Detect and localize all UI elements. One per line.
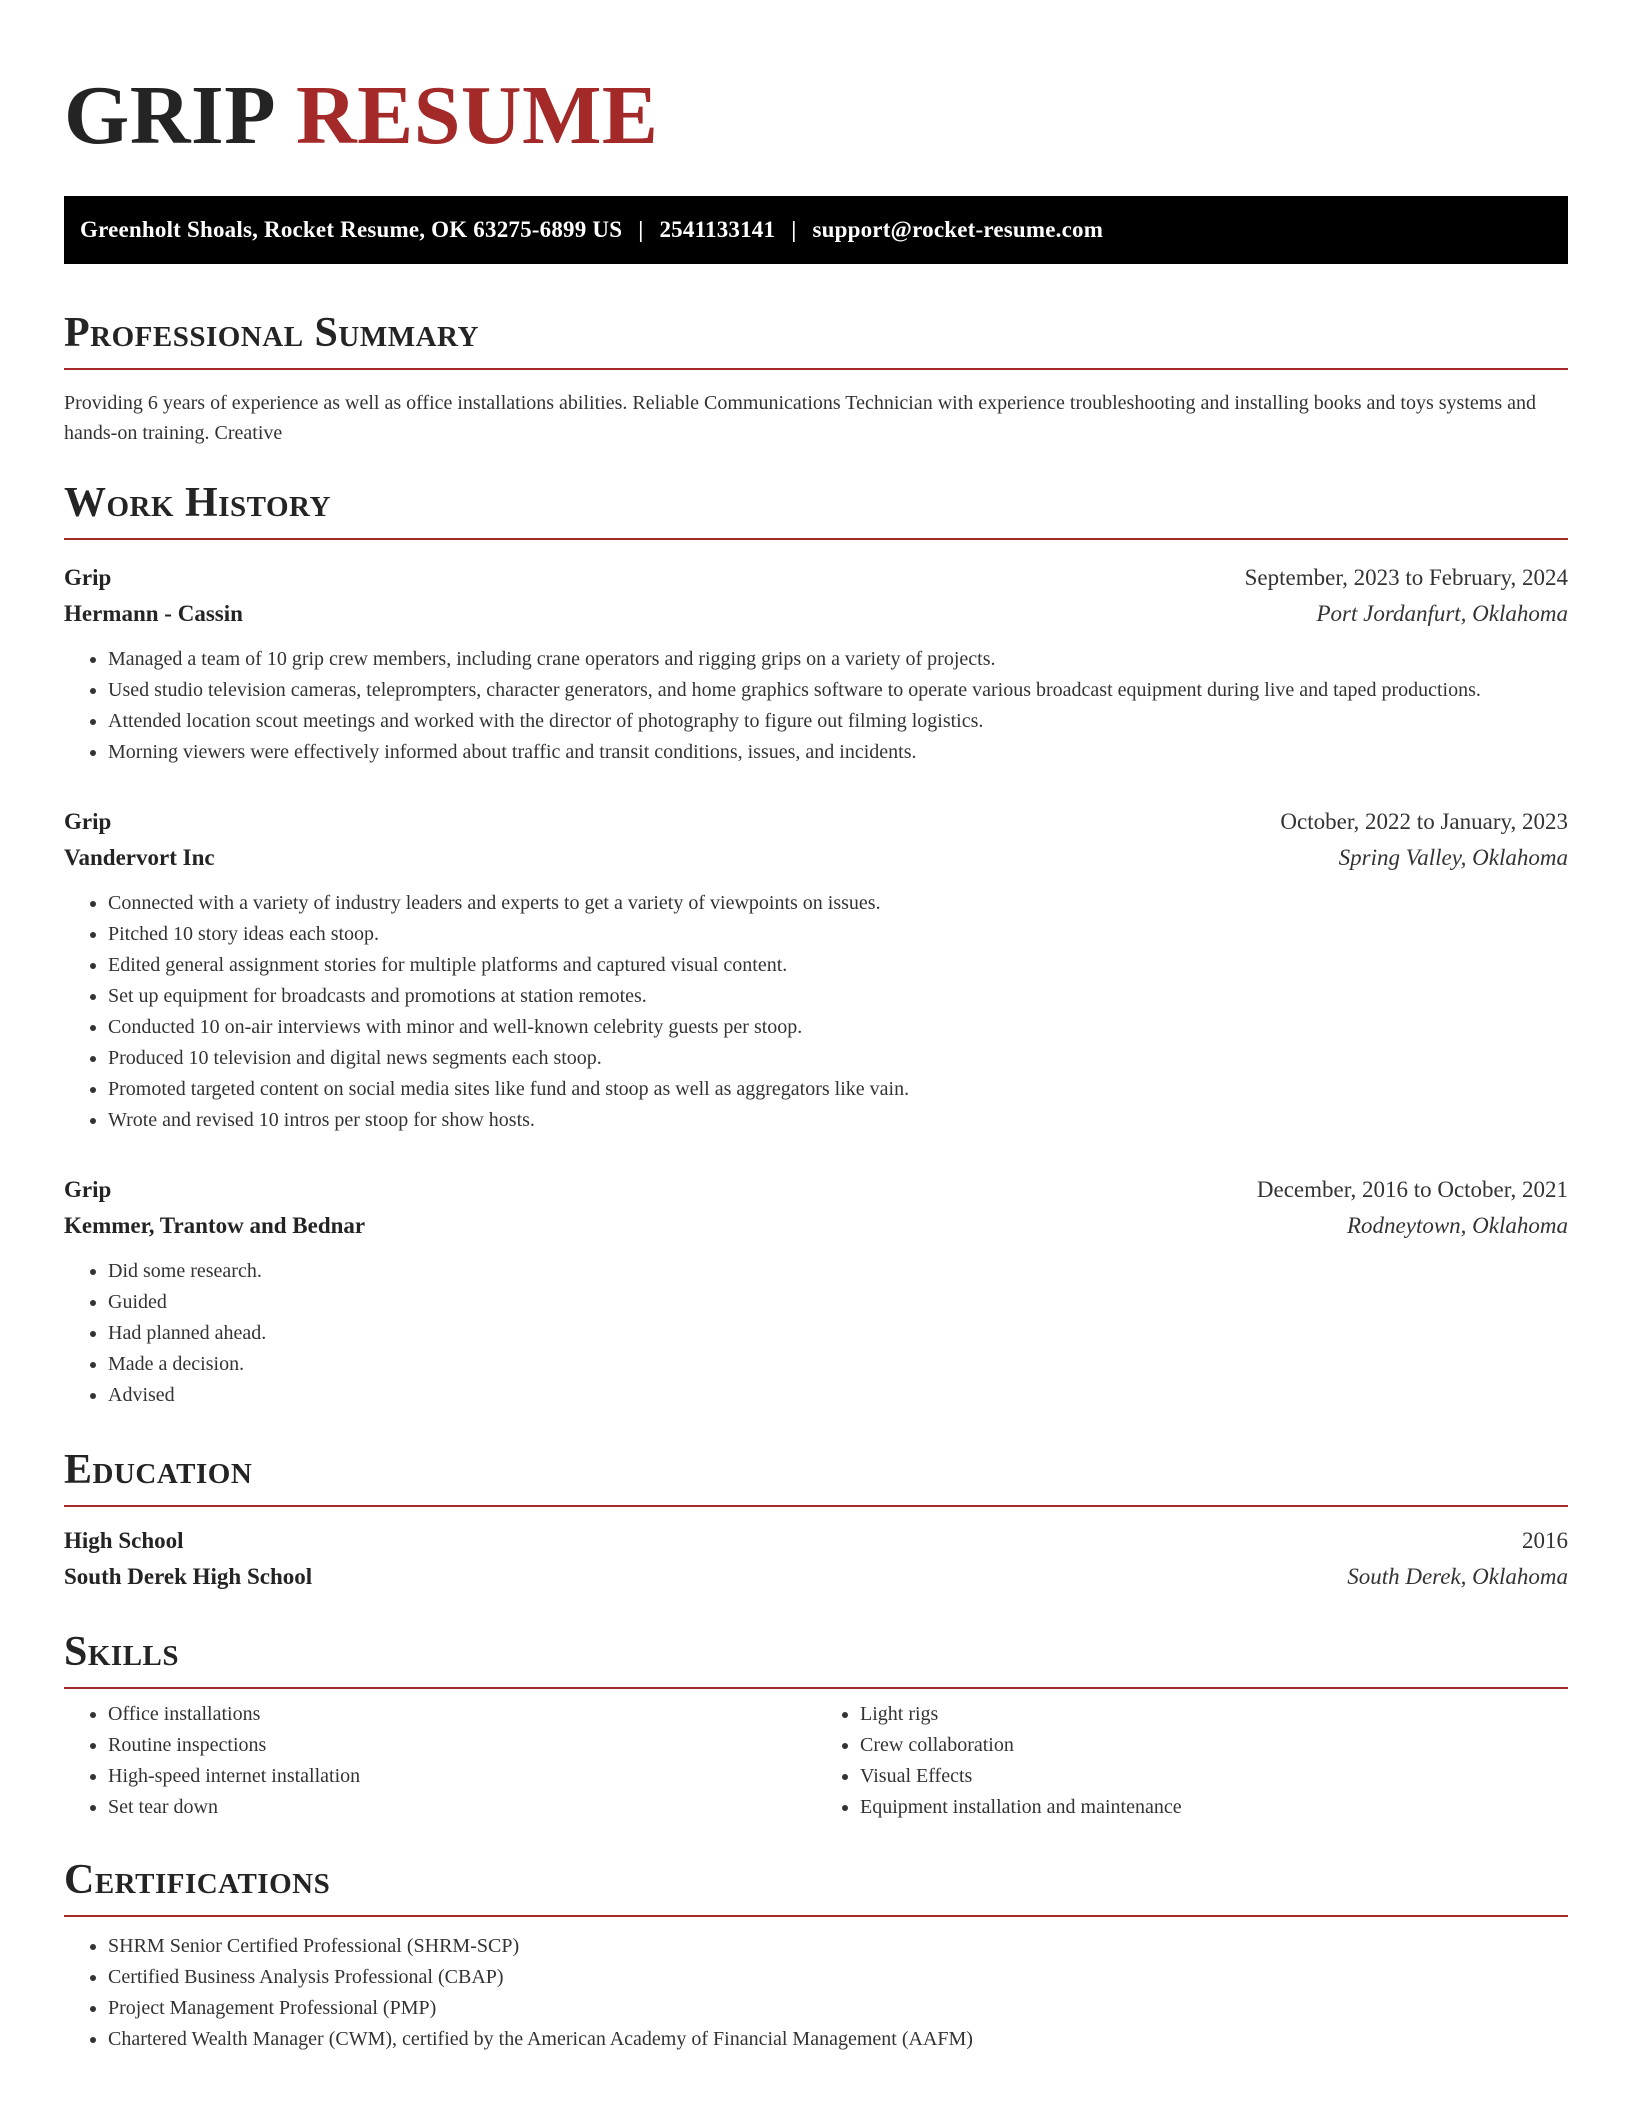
last-name: RESUME: [296, 69, 659, 162]
job-bullet: • Connected with a variety of industry leaders and experts to get a variety of viewpoints on issues.: [108, 888, 1568, 919]
job-bullet: • Advised: [108, 1380, 1568, 1411]
skill-item: • Office installations: [108, 1699, 816, 1730]
job-dates: December, 2016 to October, 2021: [1256, 1177, 1568, 1202]
job-position: Grip: [64, 1177, 112, 1202]
job-bullet: • Used studio television cameras, teleprompters, character generators, and home graphics software to operate various broadcast equipment during live and taped productions.: [108, 675, 1568, 706]
skill-item: • High-speed internet installation: [108, 1761, 816, 1792]
contact-phone: 2541133141: [659, 217, 776, 242]
education-entry: [64, 1523, 1568, 1595]
certification-item: • SHRM Senior Certified Professional (SHRM-SCP): [108, 1931, 1568, 1962]
job-bullet: • Produced 10 television and digital news segments each stoop.: [108, 1043, 1568, 1074]
education-heading: Education: [64, 1449, 1568, 1507]
skill-item: • Routine inspections: [108, 1730, 816, 1761]
job-company: Vandervort Inc: [64, 845, 215, 870]
skill-item: • Equipment installation and maintenance: [860, 1792, 1568, 1823]
certifications-heading: Certifications: [64, 1859, 1568, 1917]
certification-item: • Project Management Professional (PMP): [108, 1993, 1568, 2024]
job-bullet: • Had planned ahead.: [108, 1318, 1568, 1349]
job-company: Kemmer, Trantow and Bednar: [64, 1213, 366, 1238]
job-location: Spring Valley, Oklahoma: [1338, 845, 1568, 870]
job-position: Grip: [64, 809, 112, 834]
job-bullet: • Wrote and revised 10 intros per stoop for show hosts.: [108, 1105, 1568, 1136]
contact-separator: |: [791, 217, 797, 242]
contact-address: Greenholt Shoals, Rocket Resume, OK 63275-6899 US: [80, 217, 623, 242]
job-bullets: [64, 888, 1568, 1136]
certifications-list: [64, 1931, 1568, 2055]
skills-column-right: [816, 1699, 1568, 1823]
contact-email: support@rocket-resume.com: [812, 217, 1104, 242]
education-degree: High School: [64, 1528, 184, 1553]
first-name: GRIP: [64, 69, 276, 162]
education-school: South Derek High School: [64, 1564, 313, 1589]
summary-text: Providing 6 years of experience as well as office installations abilities. Reliable Communications Technician with experience troubleshooting and installing books and toys systems and hands-on training. Creative: [64, 392, 1536, 444]
job-bullets: [64, 1256, 1568, 1411]
skills-list: [64, 1699, 1568, 1823]
education-year: 2016: [1522, 1528, 1568, 1553]
skill-item: • Light rigs: [860, 1699, 1568, 1730]
job-bullet: • Set up equipment for broadcasts and promotions at station remotes.: [108, 981, 1568, 1012]
education-location: South Derek, Oklahoma: [1347, 1564, 1568, 1589]
job-bullet: • Morning viewers were effectively informed about traffic and transit conditions, issues, and incidents.: [108, 737, 1568, 768]
skills-column-left: [64, 1699, 816, 1823]
skills-heading: Skills: [64, 1631, 1568, 1689]
job-bullet: • Guided: [108, 1287, 1568, 1318]
job-bullet: • Attended location scout meetings and worked with the director of photography to figure out filming logistics.: [108, 706, 1568, 737]
job-bullet: • Did some research.: [108, 1256, 1568, 1287]
job-dates: September, 2023 to February, 2024: [1244, 565, 1568, 590]
skill-item: • Crew collaboration: [860, 1730, 1568, 1761]
job-bullets: [64, 644, 1568, 768]
certification-item: • Chartered Wealth Manager (CWM), certified by the American Academy of Financial Management (AAFM): [108, 2024, 1568, 2055]
job-bullet: • Promoted targeted content on social media sites like fund and stoop as well as aggregators like vain.: [108, 1074, 1568, 1105]
job-position: Grip: [64, 565, 112, 590]
job-location: Port Jordanfurt, Oklahoma: [1316, 601, 1568, 626]
job-entry: [64, 804, 1568, 1136]
resume-name: [64, 54, 1568, 162]
job-entry: [64, 1172, 1568, 1411]
job-dates: October, 2022 to January, 2023: [1280, 809, 1568, 834]
job-company: Hermann - Cassin: [64, 601, 243, 626]
job-bullet: • Conducted 10 on-air interviews with minor and well-known celebrity guests per stoop.: [108, 1012, 1568, 1043]
summary-heading: Professional Summary: [64, 312, 1568, 370]
job-entry: [64, 560, 1568, 768]
contact-bar: [64, 196, 1568, 264]
contact-separator: |: [638, 217, 644, 242]
job-bullet: • Made a decision.: [108, 1349, 1568, 1380]
job-location: Rodneytown, Oklahoma: [1346, 1213, 1568, 1238]
certification-item: • Certified Business Analysis Professional (CBAP): [108, 1962, 1568, 1993]
skill-item: • Set tear down: [108, 1792, 816, 1823]
job-bullet: • Edited general assignment stories for multiple platforms and captured visual content.: [108, 950, 1568, 981]
job-bullet: • Managed a team of 10 grip crew members, including crane operators and rigging grips on a variety of projects.: [108, 644, 1568, 675]
work-history-heading: Work History: [64, 482, 1568, 540]
job-bullet: • Pitched 10 story ideas each stoop.: [108, 919, 1568, 950]
skill-item: • Visual Effects: [860, 1761, 1568, 1792]
